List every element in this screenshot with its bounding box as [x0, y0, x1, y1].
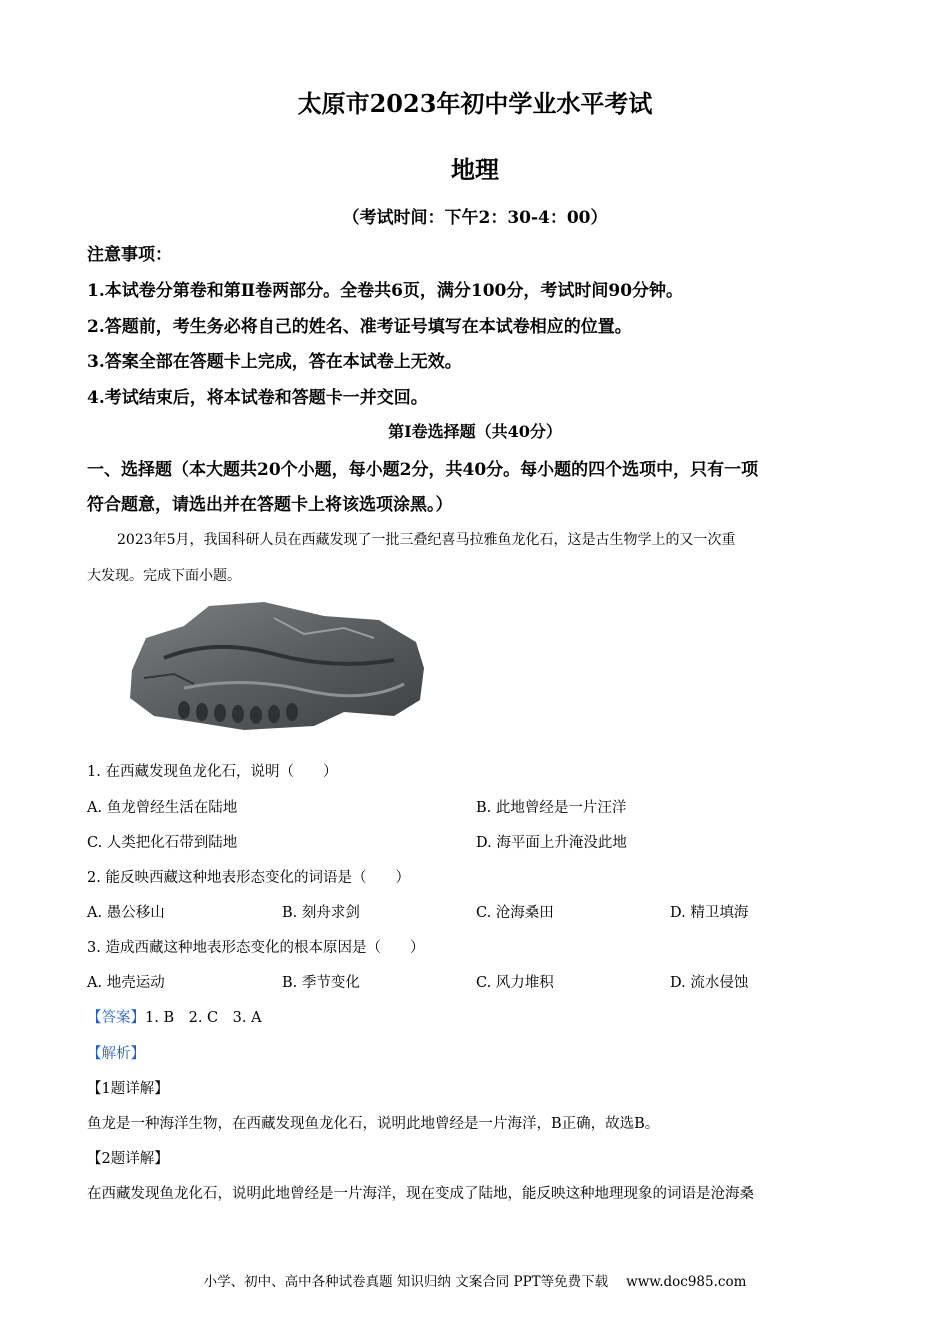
option-1a: A. 鱼龙曾经生活在陆地: [87, 800, 238, 816]
option-2b: B. 刻舟求剑: [282, 905, 360, 921]
option-2c: C. 沧海桑田: [476, 905, 554, 921]
answer-line: [87, 1006, 262, 1027]
option-3b: B. 季节变化: [282, 975, 360, 991]
option-2d: D. 精卫填海: [670, 905, 749, 921]
option-3d: D. 流水侵蚀: [670, 975, 749, 991]
q1-detail-text: 鱼龙是一种海洋生物，在西藏发现鱼龙化石，说明此地曾经是一片海洋，B正确，故选B。: [87, 1116, 660, 1132]
notes-heading: 注意事项：: [87, 245, 172, 265]
footer-url[interactable]: www.doc985.com: [626, 1274, 747, 1290]
section-instruction: 符合题意，请选出并在答题卡上将该选项涂黑。）: [87, 495, 453, 515]
passage-line: 大发现。完成下面小题。: [87, 568, 241, 584]
option-1d: D. 海平面上升淹没此地: [476, 835, 627, 851]
question-stem-1: 1. 在西藏发现鱼龙化石，说明（ ）: [87, 764, 338, 780]
footer-text: 小学、初中、高中各种试卷真题 知识归纳 文案合同 PPT等免费下载: [203, 1274, 609, 1290]
answer-label: 【答案】: [87, 1010, 145, 1026]
q2-detail-text: 在西藏发现鱼龙化石，说明此地曾经是一片海洋，现在变成了陆地，能反映这种地理现象的词语是沧海桑: [87, 1186, 754, 1202]
passage-line: 2023年5月，我国科研人员在西藏发现了一批三叠纪喜马拉雅鱼龙化石，这是古生物学上的又一次重: [117, 532, 736, 548]
q2-detail-label: 【2题详解】: [87, 1151, 169, 1167]
option-2a: A. 愚公移山: [87, 905, 165, 921]
note-item: 3.答案全部在答题卡上完成，答在本试卷上无效。: [87, 352, 462, 372]
section-instruction: 一、选择题（本大题共20个小题，每小题2分，共40分。每小题的四个选项中，只有一项: [87, 460, 759, 480]
option-1c: C. 人类把化石带到陆地: [87, 835, 238, 851]
q1-detail-label: 【1题详解】: [87, 1081, 169, 1097]
question-stem-3: 3. 造成西藏这种地表形态变化的根本原因是（ ）: [87, 940, 425, 956]
note-item: 4.考试结束后，将本试卷和答题卡一并交回。: [87, 388, 428, 408]
answer-text: 1. B 2. C 3. A: [145, 1010, 262, 1026]
fossil-image: [124, 598, 434, 738]
option-3c: C. 风力堆积: [476, 975, 554, 991]
option-1b: B. 此地曾经是一片汪洋: [476, 800, 627, 816]
exam-title: 太原市2023年初中学业水平考试: [297, 89, 653, 118]
option-3a: A. 地壳运动: [87, 975, 165, 991]
exam-time: （考试时间：下午2：30-4：00）: [342, 208, 608, 228]
section-title: 第Ⅰ卷选择题（共40分）: [388, 422, 562, 441]
question-stem-2: 2. 能反映西藏这种地表形态变化的词语是（ ）: [87, 870, 410, 886]
note-item: 1.本试卷分第卷和第Ⅱ卷两部分。全卷共6页，满分100分，考试时间90分钟。: [87, 281, 684, 301]
analysis-label: 【解析】: [87, 1046, 145, 1062]
note-item: 2.答题前，考生务必将自己的姓名、准考证号填写在本试卷相应的位置。: [87, 317, 632, 337]
subject-title: 地理: [451, 155, 499, 184]
page-footer: [0, 1270, 950, 1290]
